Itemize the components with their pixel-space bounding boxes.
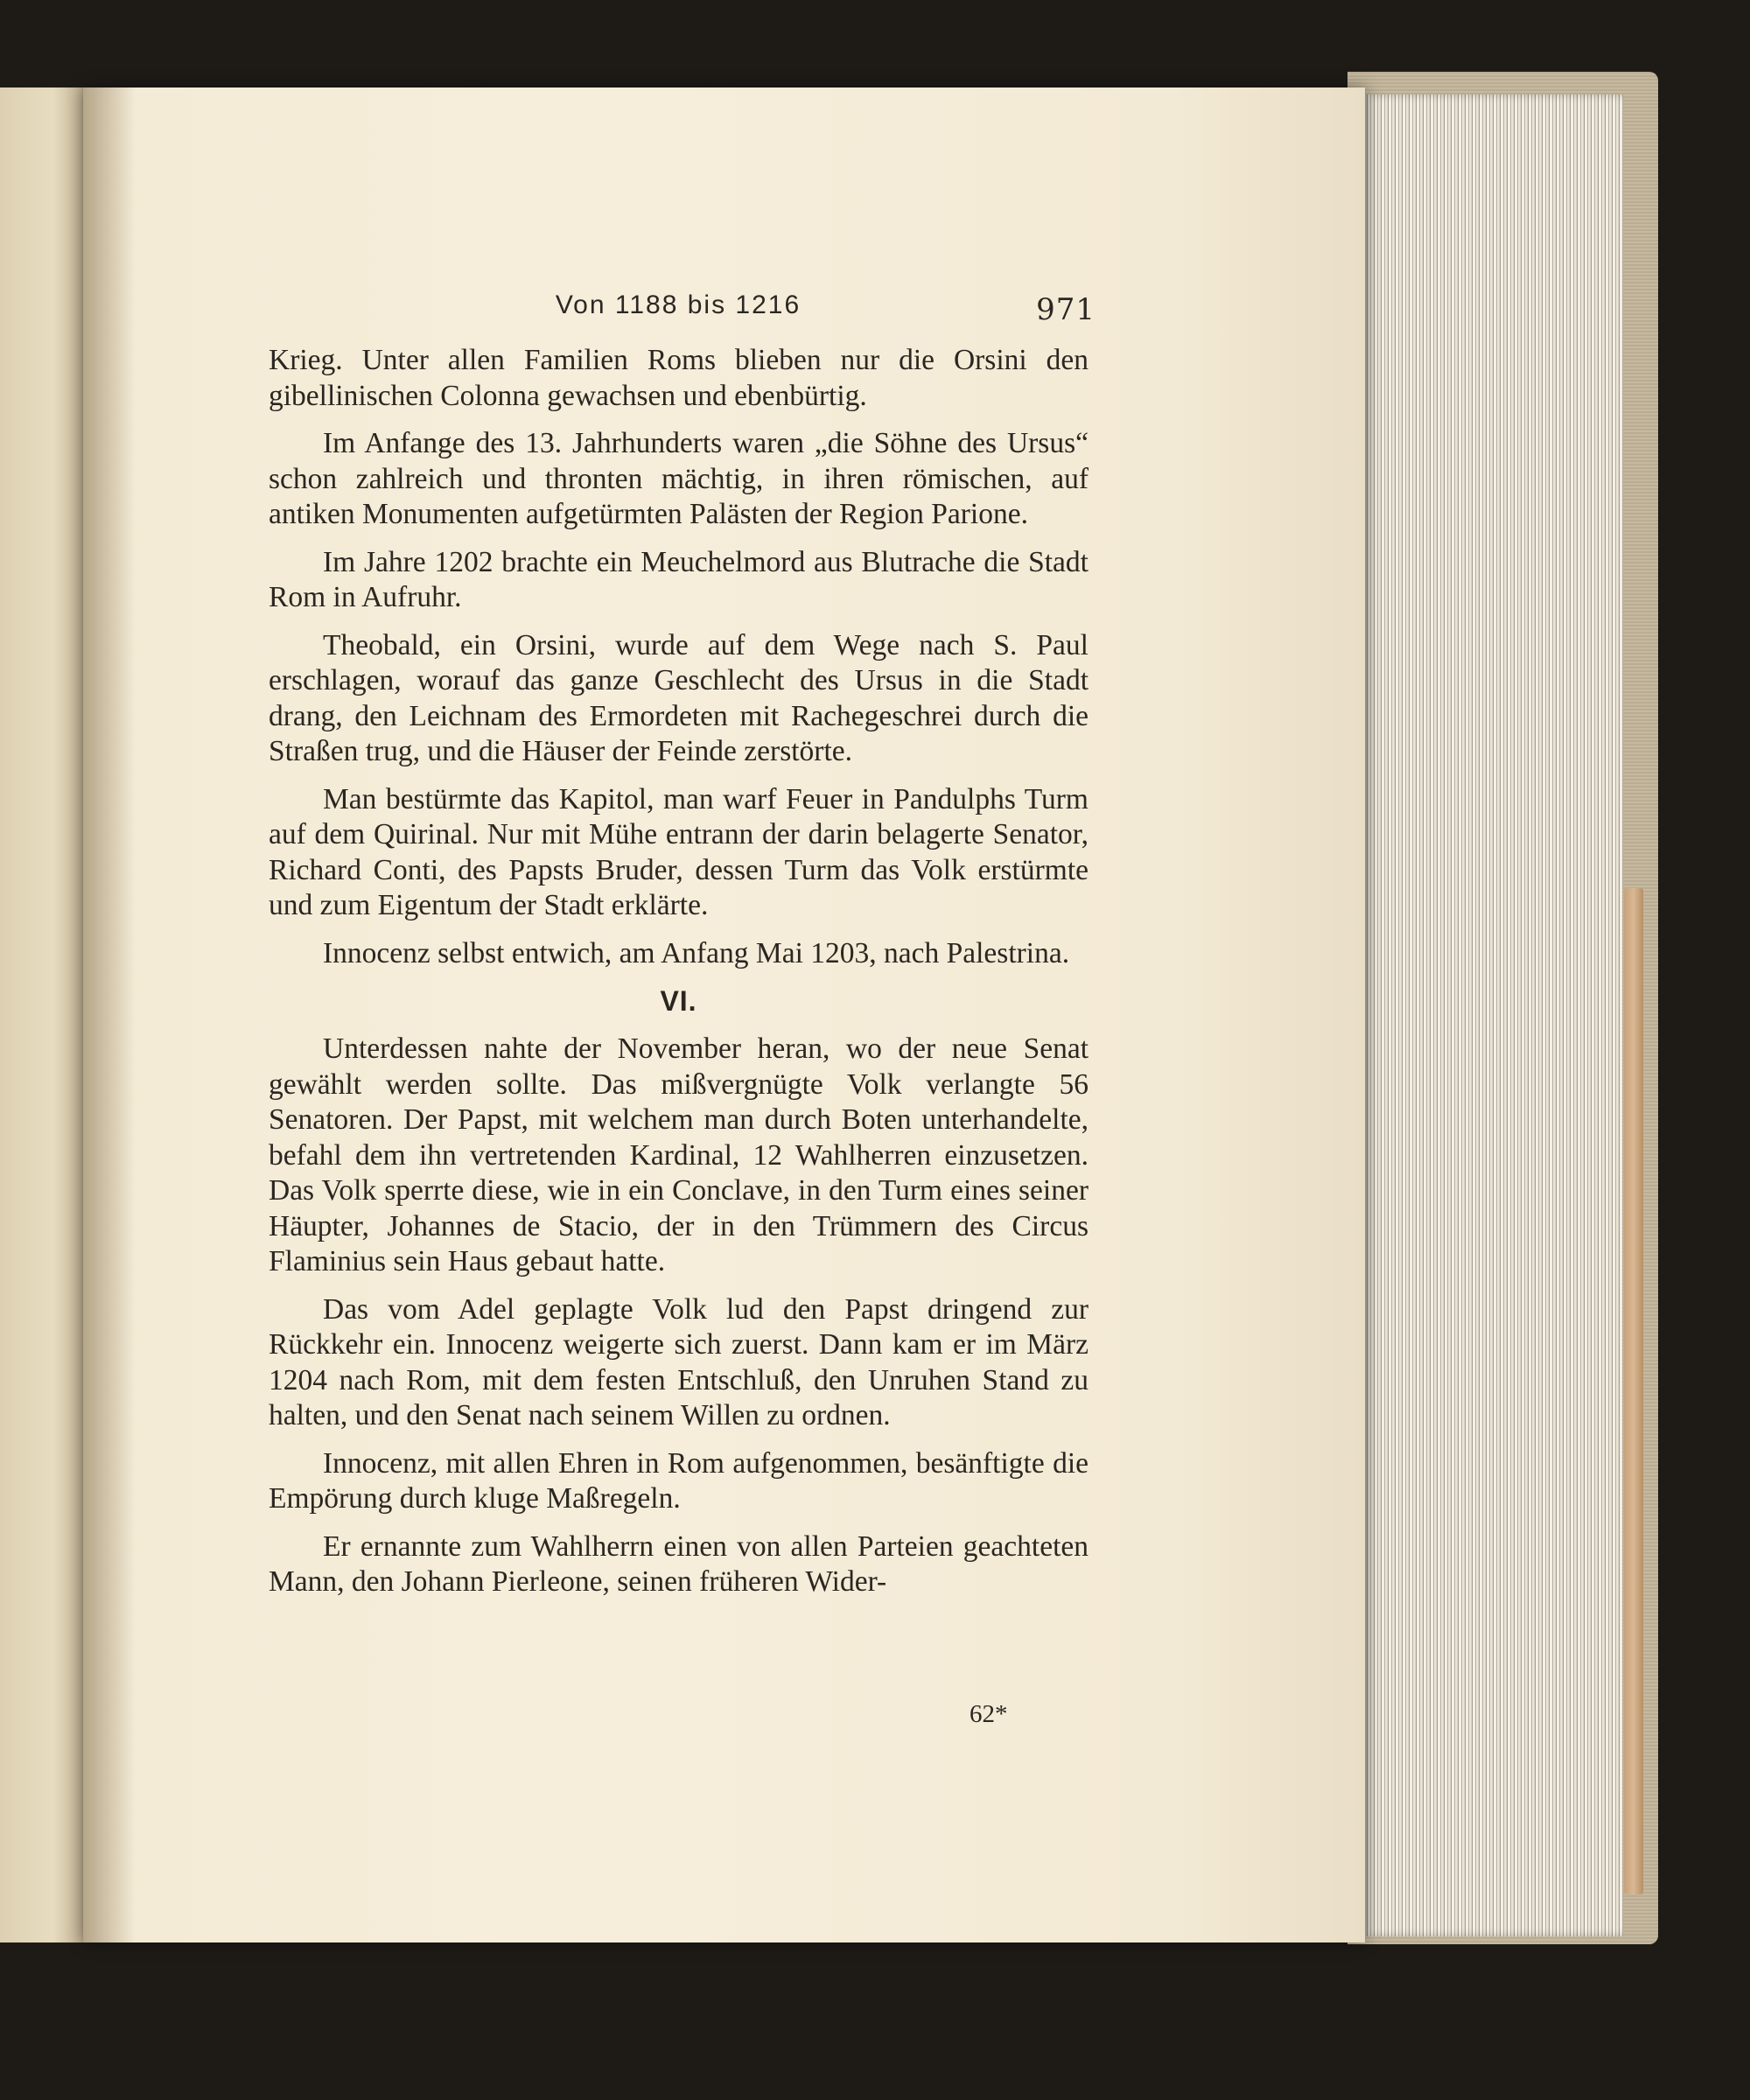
body-text [269, 343, 1088, 1613]
page-number: 971 [1036, 292, 1096, 327]
paragraph: Innocenz, mit allen Ehren in Rom aufgenommen, besänftigte die Empörung durch kluge Maßregeln. [269, 1446, 1088, 1515]
running-head: Von 1188 bis 1216 [555, 290, 802, 319]
facing-page-edge [0, 88, 96, 1942]
page-gutter-shadow [83, 88, 136, 1942]
paragraph: Innocenz selbst entwich, am Anfang Mai 1203, nach Palestrina. [323, 936, 1070, 970]
paragraph: Unterdessen nahte der November heran, wo der neue Senat gewählt werden sollte. Das mißvergnügte Volk verlangte 56 Senatoren. Der Papst, mit welchem man durch Boten unterhandelte, befahl dem ihn vertretenden Kardinal, 12 Wahlherren einzusetzen. Das Volk sperrte diese, wie in ein Conclave, in den Turm eines seiner Häupter, Johannes de Stacio, der in den Trümmern des Circus Flaminius sein Haus gebaut hatte. [269, 1032, 1088, 1278]
paragraph: Das vom Adel geplagte Volk lud den Papst dringend zur Rückkehr ein. Innocenz weigerte sich zuerst. Dann kam er im März 1204 nach Rom, mit dem festen Entschluß, den Unruhen Stand zu halten, und den Senat nach seinem Willen zu ordnen. [269, 1292, 1088, 1432]
page-header [262, 285, 1094, 329]
section-heading: VI. [660, 985, 697, 1017]
paragraph: Krieg. Unter allen Familien Roms blieben nur die Orsini den gibellinischen Colonna gewachsen und ebenbürtig. [269, 344, 1088, 412]
page-edges [1361, 94, 1623, 1936]
bookmark-ribbon [1624, 888, 1643, 1894]
paragraph: Man bestürmte das Kapitol, man warf Feuer in Pandulphs Turm auf dem Quirinal. Nur mit Mühe entrann der darin belagerte Senator, Richard Conti, des Papsts Bruder, dessen Turm das Volk erstürmte und zum Eigentum der Stadt erklärte. [269, 782, 1088, 921]
paragraph: Im Jahre 1202 brachte ein Meuchelmord aus Blutrache die Stadt Rom in Aufruhr. [269, 545, 1088, 613]
paragraph: Im Anfange des 13. Jahrhunderts waren „die Söhne des Ursus“ schon zahlreich und thronten mächtig, in ihren römischen, auf antiken Monumenten aufgetürmten Palästen der Region Parione. [269, 427, 1088, 530]
signature-mark: 62* [970, 1700, 1008, 1728]
paragraph: Er ernannte zum Wahlherrn einen von allen Parteien geachteten Mann, den Johann Pierleone, seinen früheren Wider- [269, 1530, 1088, 1598]
paragraph: Theobald, ein Orsini, wurde auf dem Wege nach S. Paul erschlagen, worauf das ganze Geschlecht des Ursus in die Stadt drang, den Leichnam des Ermordeten mit Rachegeschrei durch die Straßen trug, und die Häuser der Feinde zerstörte. [269, 628, 1088, 767]
